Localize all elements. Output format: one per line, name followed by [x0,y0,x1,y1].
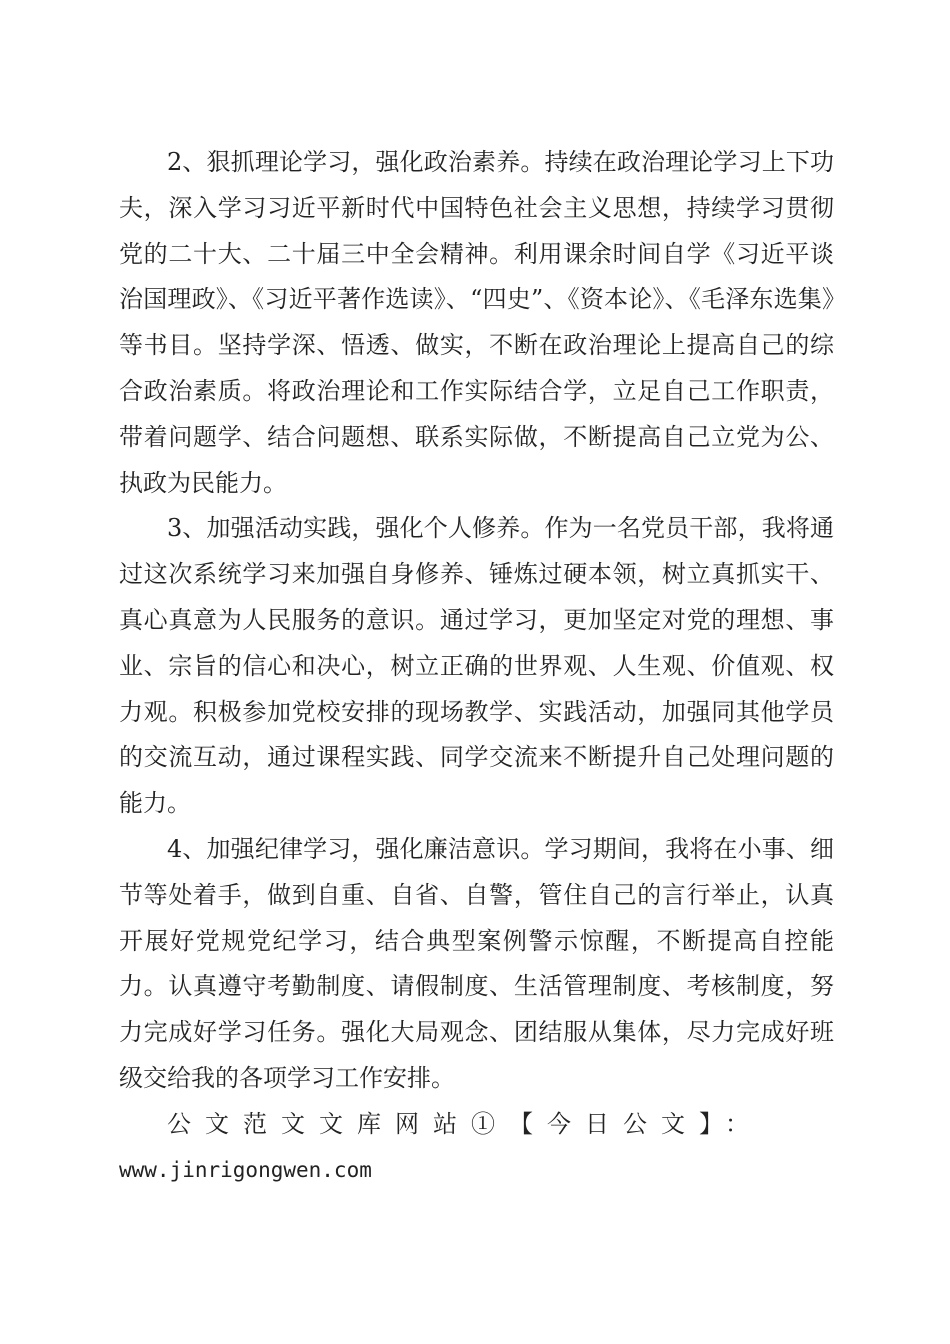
paragraph-theory-study: 2、狠抓理论学习，强化政治素养。持续在政治理论学习上下功夫，深入学习习近平新时代中国特色社会主义思想，持续学习贯彻党的二十大、二十届三中全会精神。利用课余时间自学《习近平谈治国理政》、《习近平著作选读》、“四史”、《资本论》、《毛泽东选集》等书目。坚持学深、悟透、做实，不断在政治理论上提高自己的综合政治素质。将政治理论和工作实际结合学，立足自己工作职责，带着问题学、结合问题想、联系实际做，不断提高自己立党为公、执政为民能力。 [119,148,834,497]
footer-source-label: 公文范文文库网站①【今日公文】： [167,1109,763,1138]
paragraph-practice: 3、加强活动实践，强化个人修养。作为一名党员干部，我将通过这次系统学习来加强自身修养、锤炼过硬本领，树立真抓实干、真心真意为人民服务的意识。通过学习，更加坚定对党的理想、事业、宗旨的信心和决心，树立正确的世界观、人生观、价值观、权力观。积极参加党校安排的现场教学、实践活动，加强同其他学员的交流互动，通过课程实践、同学交流来不断提升自己处理问题的能力。 [119,514,834,818]
paragraph-discipline: 4、加强纪律学习，强化廉洁意识。学习期间，我将在小事、细节等处着手，做到自重、自省、自警，管住自己的言行举止，认真开展好党规党纪学习，结合典型案例警示惊醒，不断提高自控能力。认真遵守考勤制度、请假制度、生活管理制度、考核制度，努力完成好学习任务。强化大局观念、团结服从集体，尽力完成好班级交给我的各项学习工作安排。 [119,834,834,1092]
document-body [119,140,834,1193]
footer-url: www.jinrigongwen.com [119,1157,372,1182]
